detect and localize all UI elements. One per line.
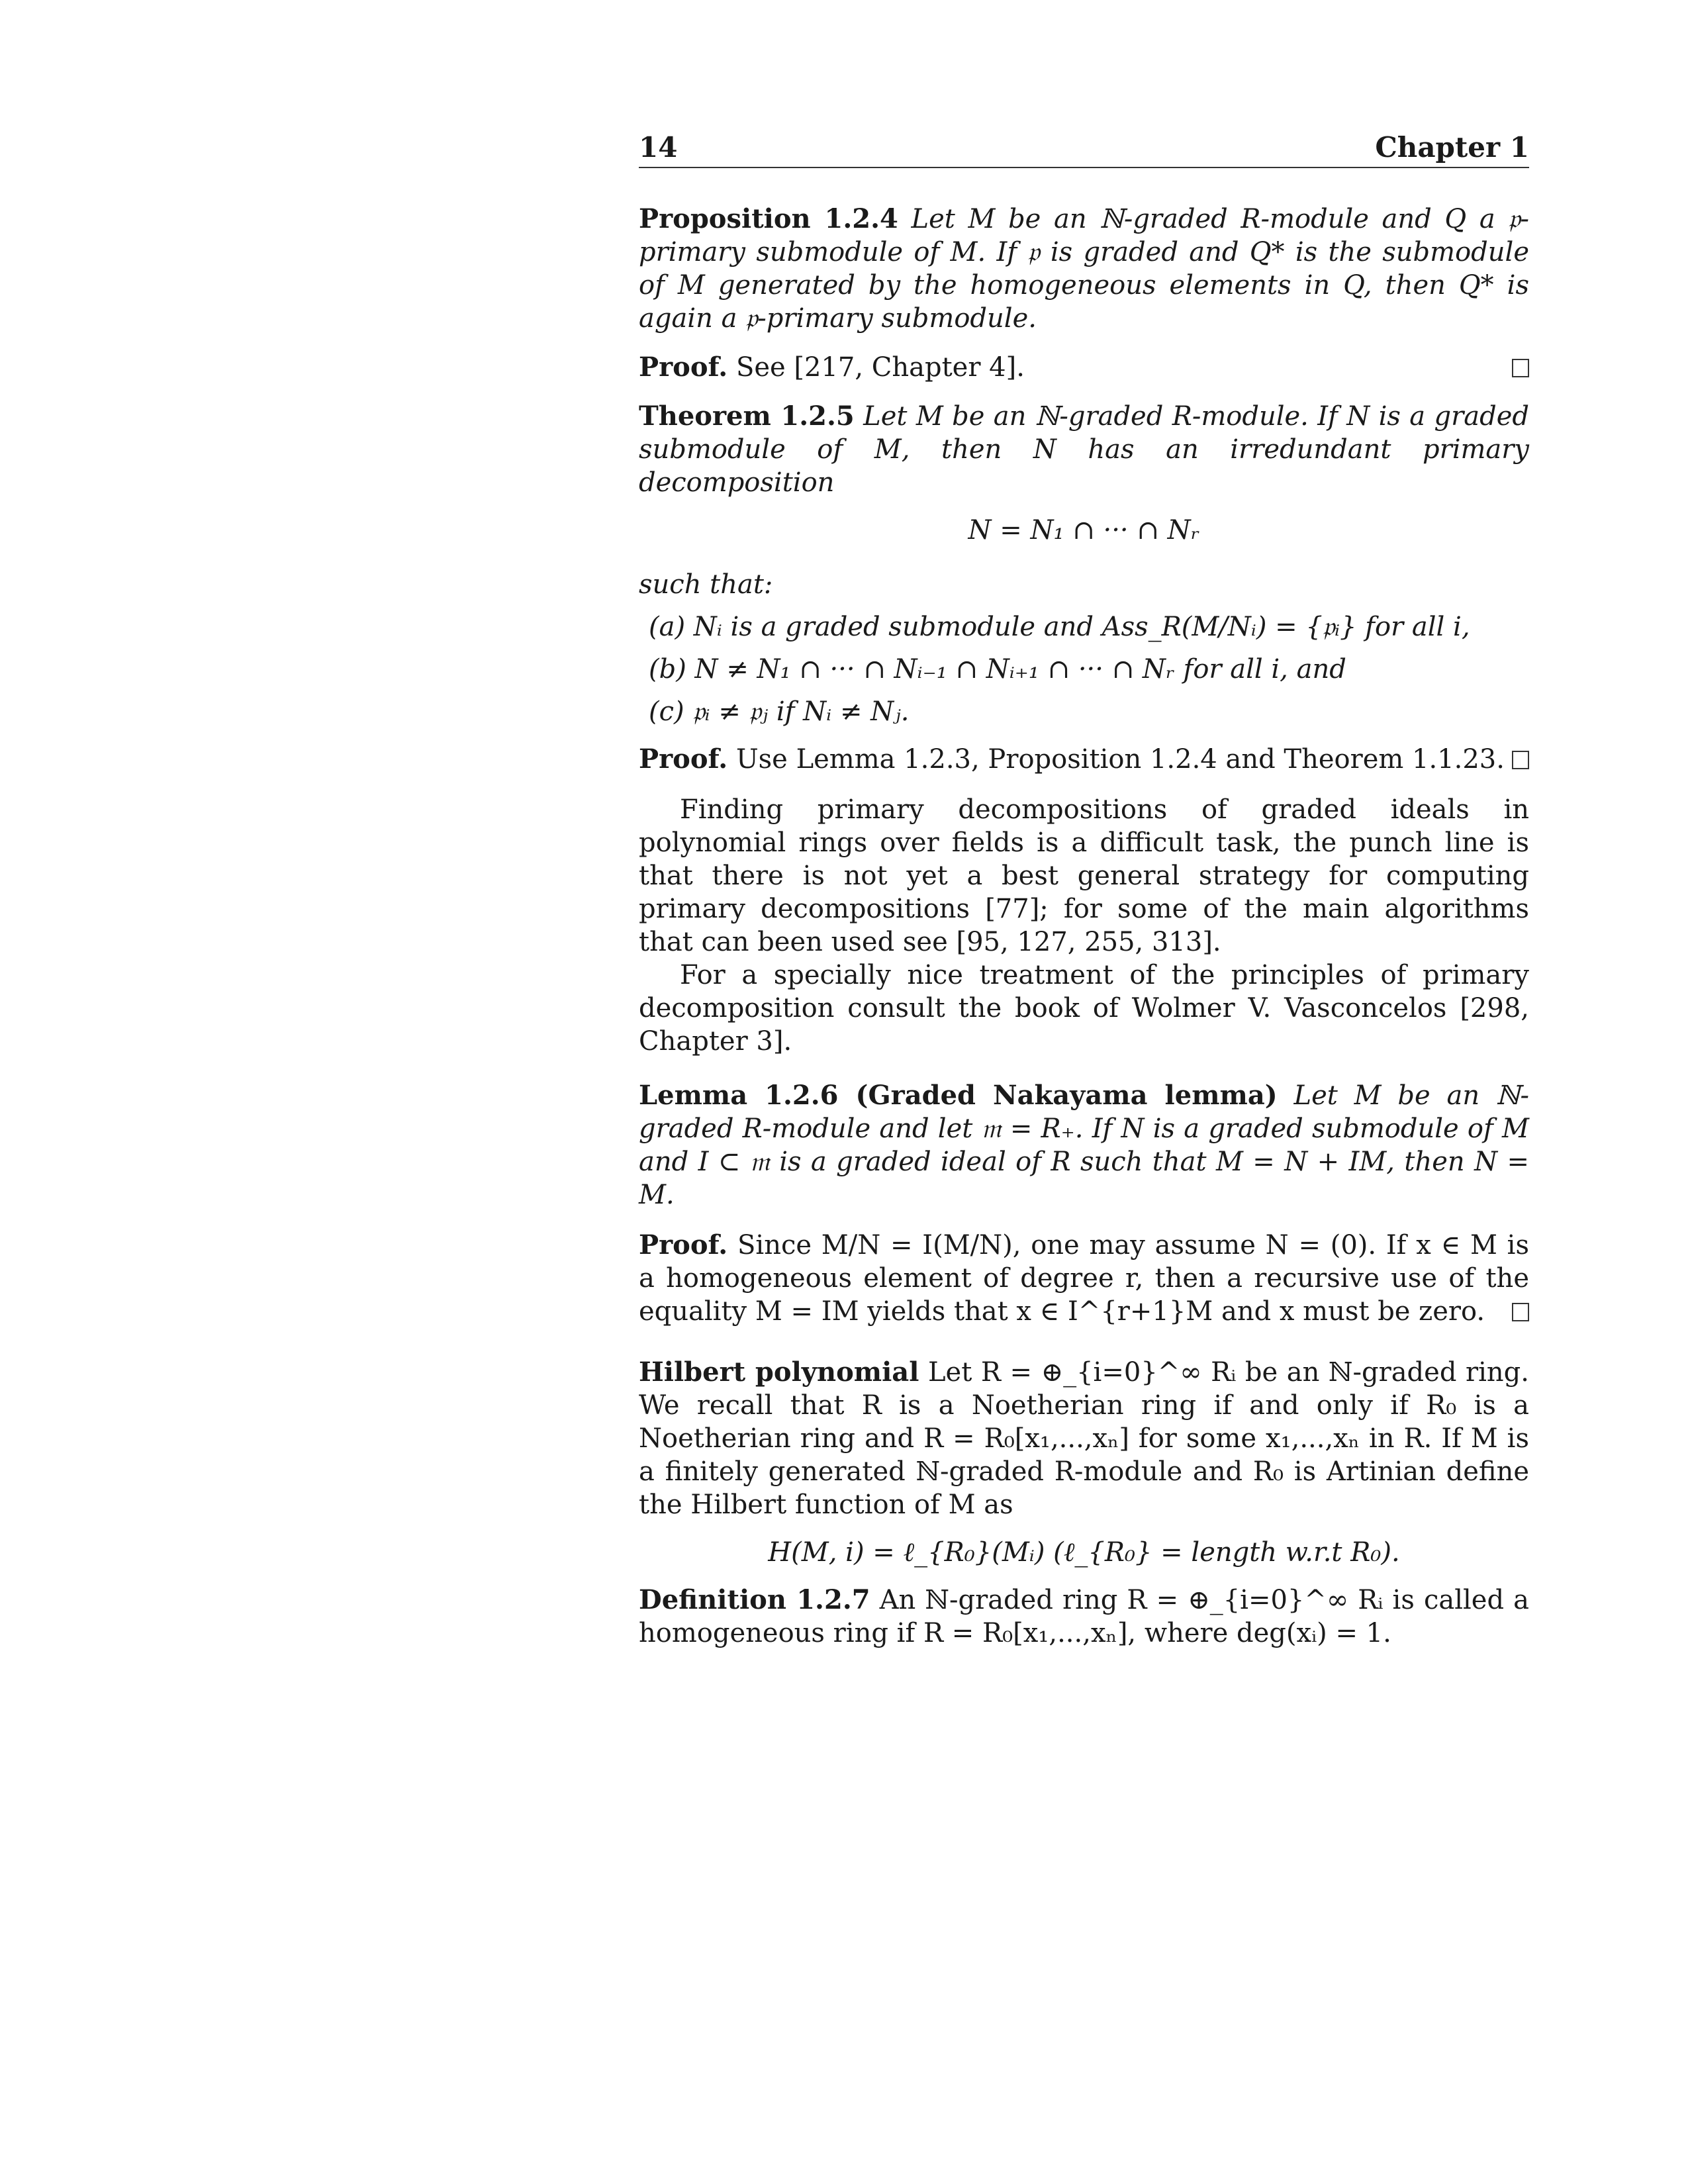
lemma-statement: Let M be an ℕ-graded R-module and let 𝔪 = R₊. If N is a graded submodule of M and I ⊂ 𝔪 is a graded ideal of R such that M = N + IM, then N = M. xyxy=(639,1080,1529,1210)
proposition-label: Proposition 1.2.4 xyxy=(639,203,898,234)
proof-text: Since M/N = I(M/N), one may assume N = (0). If x ∈ M is a homogeneous element of degree r, then a recursive use of the equality M = IM yields that x ∈ I^{r+1}M and x must be zero. xyxy=(639,1230,1530,1327)
hilbert-polynomial-section xyxy=(639,1356,1529,1521)
theorem-item-a: (a) Nᵢ is a graded submodule and Ass_R(M/Nᵢ) = {𝔭ᵢ} for all i, xyxy=(649,612,1470,642)
proof-text: See [217, Chapter 4]. xyxy=(735,352,1025,383)
theorem-display-equation: N = N₁ ∩ ··· ∩ Nᵣ xyxy=(968,515,1200,546)
theorem-label: Theorem 1.2.5 xyxy=(639,401,855,432)
qed-icon xyxy=(1512,359,1529,377)
definition-label: Definition 1.2.7 xyxy=(639,1584,870,1615)
definition-1-2-7 xyxy=(639,1584,1529,1650)
proposition-statement: Let M be an ℕ-graded R-module and Q a 𝔭-primary submodule of M. If 𝔭 is graded and Q* is the submodule of M generated by the homogeneous elements in Q, then Q* is again a 𝔭-primary submodule. xyxy=(639,204,1530,334)
definition-text: An ℕ-graded ring R = ⊕_{i=0}^∞ Rᵢ is called a homogeneous ring if R = R₀[x₁,...,xₙ], where deg(xᵢ) = 1. xyxy=(639,1585,1530,1648)
proof-1 xyxy=(639,351,1529,384)
lemma-1-2-6 xyxy=(639,1079,1529,1211)
proof-label: Proof. xyxy=(639,743,728,775)
chapter-title: Chapter 1 xyxy=(1375,131,1529,164)
such-that-text: such that: xyxy=(639,569,773,600)
theorem-1-2-5 xyxy=(639,400,1529,499)
hilbert-text: Let R = ⊕_{i=0}^∞ Rᵢ be an ℕ-graded ring. We recall that R is a Noetherian ring if and only if R₀ is a Noetherian ring and R = R₀[x₁,...,xₙ] for some x₁,...,xₙ in R. If M is a finitely generated ℕ-graded R-module and R₀ is Artinian define the Hilbert function of M as xyxy=(639,1357,1529,1520)
proof-label: Proof. xyxy=(639,1229,728,1260)
qed-icon xyxy=(1512,1303,1529,1321)
proof-3 xyxy=(639,1229,1529,1328)
proof-2 xyxy=(639,743,1529,776)
proof-text: Use Lemma 1.2.3, Proposition 1.2.4 and Theorem 1.1.23. xyxy=(735,744,1505,775)
page-number: 14 xyxy=(639,131,678,164)
proof-label: Proof. xyxy=(639,352,728,383)
theorem-item-c: (c) 𝔭ᵢ ≠ 𝔭ⱼ if Nᵢ ≠ Nⱼ. xyxy=(649,696,910,727)
paragraph-vasconcelos: For a specially nice treatment of the principles of primary decomposition consult the book of Wolmer V. Vasconcelos [298, Chapter 3]. xyxy=(639,960,1529,1057)
hilbert-function-equation: H(M, i) = ℓ_{R₀}(Mᵢ) (ℓ_{R₀} = length w.r.t R₀). xyxy=(768,1537,1400,1568)
theorem-statement: Let M be an ℕ-graded R-module. If N is a graded submodule of M, then N has an irredundant primary decomposition xyxy=(639,401,1529,498)
qed-icon xyxy=(1512,751,1529,769)
lemma-label: Lemma 1.2.6 (Graded Nakayama lemma) xyxy=(639,1080,1278,1111)
page-header xyxy=(639,132,1529,168)
page-content xyxy=(639,132,1529,1650)
hilbert-label: Hilbert polynomial xyxy=(639,1356,919,1388)
theorem-item-b: (b) N ≠ N₁ ∩ ··· ∩ Nᵢ₋₁ ∩ Nᵢ₊₁ ∩ ··· ∩ Nᵣ for all i, and xyxy=(649,654,1346,685)
paragraph-primary-decompositions: Finding primary decompositions of graded ideals in polynomial rings over fields is a difficult task, the punch line is that there is not yet a best general strategy for computing primary decompositions [77]; for some of the main algorithms that can been used see [95, 127, 255, 313]. xyxy=(639,794,1529,957)
proposition-1-2-4 xyxy=(639,203,1529,335)
